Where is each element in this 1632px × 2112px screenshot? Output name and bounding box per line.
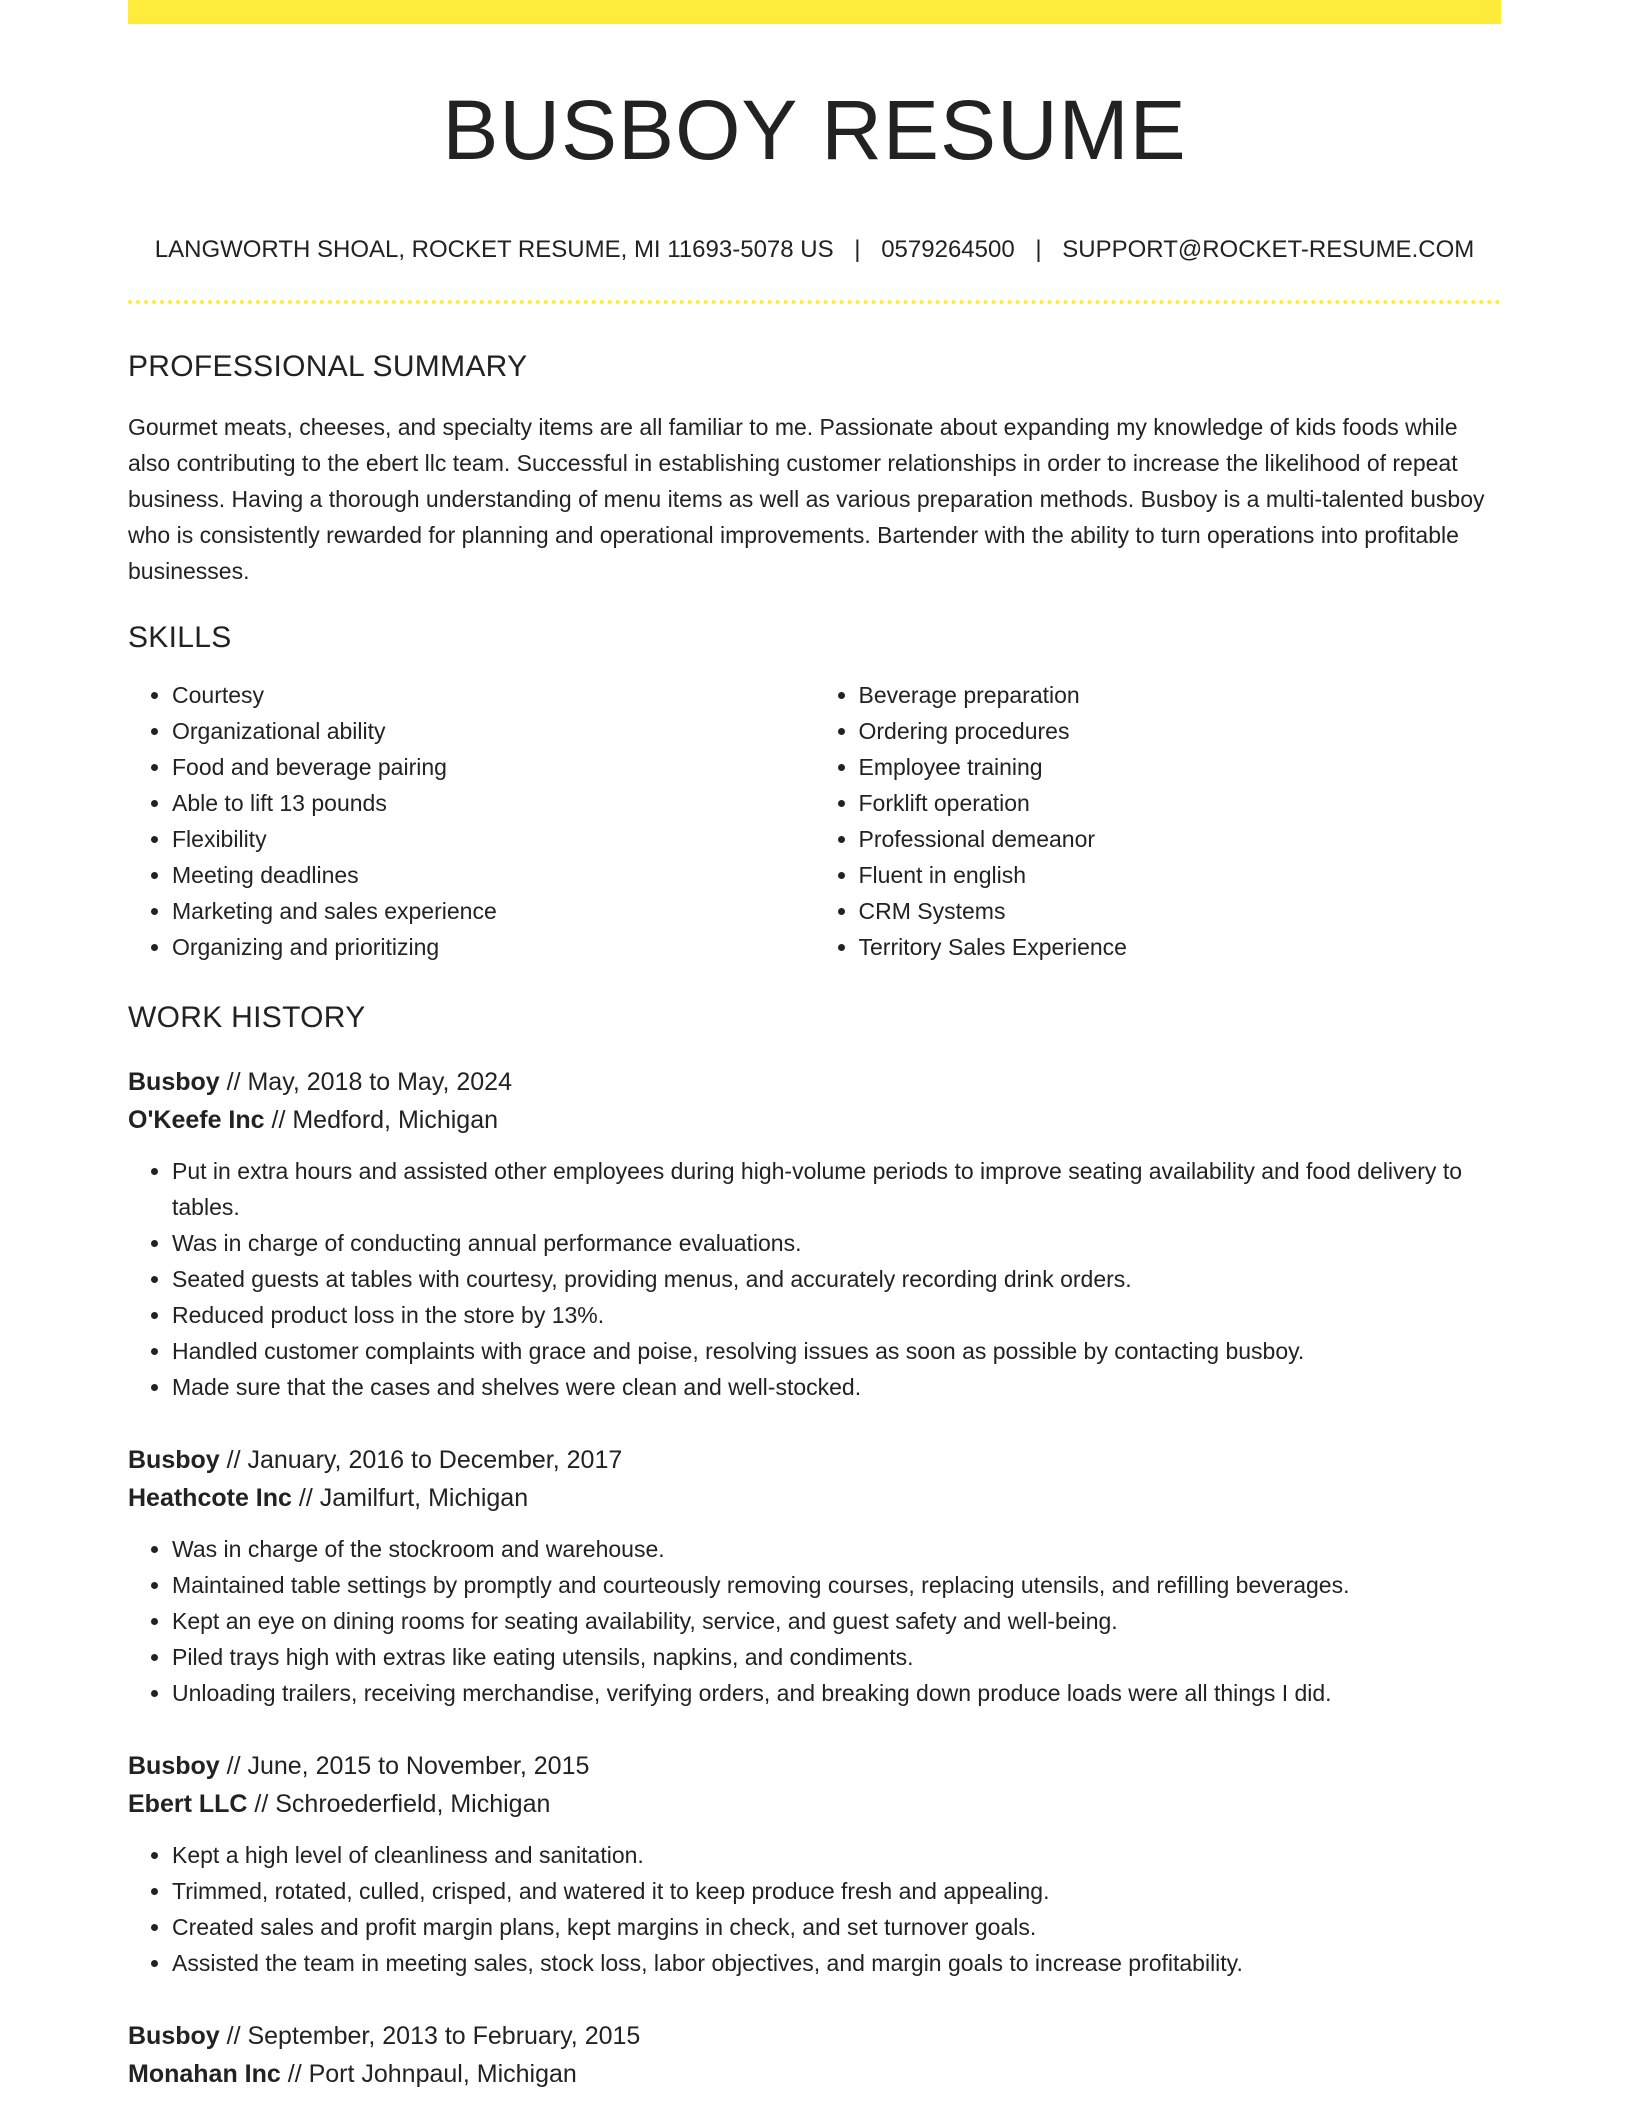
skills-column-right — [815, 677, 1502, 965]
skill-item: • Meeting deadlines — [172, 857, 815, 893]
skill-item: • Beverage preparation — [859, 677, 1502, 713]
job-role: Busboy — [128, 1068, 220, 1096]
skill-item: • Organizing and prioritizing — [172, 929, 815, 965]
job-location: // Medford, Michigan — [264, 1106, 498, 1134]
skill-item: • Ordering procedures — [859, 713, 1502, 749]
job-company-line — [128, 2055, 1501, 2093]
summary-text: Gourmet meats, cheeses, and specialty items are all familiar to me. Passionate about expanding my knowledge of kids foods while also contributing to the ebert llc team. Successful in establishing customer relationships in order to increase the likelihood of repeat business. Having a thorough understanding of menu items as well as various preparation methods. Busboy is a multi-talented busboy who is consistently rewarded for planning and operational improvements. Bartender with the ability to turn operations into profitable businesses. — [128, 414, 1485, 584]
job-entry — [128, 1441, 1501, 1711]
job-role: Busboy — [128, 1446, 220, 1474]
work-history-heading: WORK HISTORY — [128, 1001, 366, 1034]
job-duty-item: • Made sure that the cases and shelves were clean and well-stocked. — [172, 1369, 1501, 1405]
job-entry — [128, 2017, 1501, 2093]
skill-item: • Flexibility — [172, 821, 815, 857]
skill-item: • Marketing and sales experience — [172, 893, 815, 929]
job-duty-item: • Piled trays high with extras like eating utensils, napkins, and condiments. — [172, 1639, 1501, 1675]
job-duty-item: • Created sales and profit margin plans, kept margins in check, and set turnover goals. — [172, 1909, 1501, 1945]
contact-line — [128, 238, 1501, 262]
skill-item: • Employee training — [859, 749, 1502, 785]
job-duty-item: • Assisted the team in meeting sales, stock loss, labor objectives, and margin goals to increase profitability. — [172, 1945, 1501, 1981]
job-role-line — [128, 2017, 1501, 2055]
job-company-line — [128, 1785, 1501, 1823]
job-role: Busboy — [128, 2022, 220, 2050]
job-duty-item: • Seated guests at tables with courtesy, providing menus, and accurately recording drink orders. — [172, 1261, 1501, 1297]
job-dates: // June, 2015 to November, 2015 — [219, 1752, 590, 1780]
skills-column-left — [128, 677, 815, 965]
skills-heading: SKILLS — [128, 621, 232, 654]
job-duties-list — [128, 1153, 1501, 1405]
job-company: Heathcote Inc — [128, 1484, 292, 1512]
job-duty-item: • Was in charge of the stockroom and warehouse. — [172, 1531, 1501, 1567]
job-role-line — [128, 1063, 1501, 1101]
job-role-line — [128, 1441, 1501, 1479]
job-entry — [128, 1063, 1501, 1405]
job-company: Monahan Inc — [128, 2060, 281, 2088]
job-duty-item: • Kept an eye on dining rooms for seating availability, service, and guest safety and well-being. — [172, 1603, 1501, 1639]
skill-item: • CRM Systems — [859, 893, 1502, 929]
contact-address: LANGWORTH SHOAL, ROCKET RESUME, MI 11693-5078 US — [154, 236, 834, 263]
job-dates: // September, 2013 to February, 2015 — [219, 2022, 641, 2050]
skill-item: • Fluent in english — [859, 857, 1502, 893]
job-duty-item: • Maintained table settings by promptly and courteously removing courses, replacing utensils, and refilling beverages. — [172, 1567, 1501, 1603]
skills-grid — [128, 677, 1501, 965]
job-company-line — [128, 1101, 1501, 1139]
job-company: O'Keefe Inc — [128, 1106, 265, 1134]
work-history-list — [128, 1063, 1501, 2093]
job-duty-item: • Handled customer complaints with grace and poise, resolving issues as soon as possible by contacting busboy. — [172, 1333, 1501, 1369]
job-dates: // January, 2016 to December, 2017 — [219, 1446, 623, 1474]
skill-item: • Food and beverage pairing — [172, 749, 815, 785]
skill-item: • Courtesy — [172, 677, 815, 713]
job-entry — [128, 1747, 1501, 1981]
job-location: // Jamilfurt, Michigan — [291, 1484, 529, 1512]
job-role: Busboy — [128, 1752, 220, 1780]
job-duties-list — [128, 1837, 1501, 1981]
resume-page — [128, 0, 1501, 2093]
skill-item: • Forklift operation — [859, 785, 1502, 821]
skill-item: • Organizational ability — [172, 713, 815, 749]
job-duties-list — [128, 1531, 1501, 1711]
resume-title: BUSBOY RESUME — [442, 83, 1187, 177]
job-duty-item: • Was in charge of conducting annual performance evaluations. — [172, 1225, 1501, 1261]
job-dates: // May, 2018 to May, 2024 — [219, 1068, 512, 1096]
summary-heading: PROFESSIONAL SUMMARY — [128, 350, 528, 383]
job-duty-item: • Put in extra hours and assisted other employees during high-volume periods to improve seating availability and food delivery to tables. — [172, 1153, 1501, 1225]
job-company-line — [128, 1479, 1501, 1517]
job-location: // Port Johnpaul, Michigan — [280, 2060, 577, 2088]
job-location: // Schroederfield, Michigan — [247, 1790, 551, 1818]
skill-item: • Able to lift 13 pounds — [172, 785, 815, 821]
job-duty-item: • Kept a high level of cleanliness and sanitation. — [172, 1837, 1501, 1873]
job-duty-item: • Reduced product loss in the store by 13%. — [172, 1297, 1501, 1333]
accent-top-bar — [128, 0, 1501, 24]
contact-separator: | — [854, 236, 861, 263]
skill-item: • Territory Sales Experience — [859, 929, 1502, 965]
job-duty-item: • Unloading trailers, receiving merchandise, verifying orders, and breaking down produce loads were all things I did. — [172, 1675, 1501, 1711]
dotted-divider — [128, 300, 1501, 304]
contact-phone: 0579264500 — [881, 236, 1015, 263]
contact-email: SUPPORT@ROCKET-RESUME.COM — [1062, 236, 1475, 263]
contact-separator: | — [1035, 236, 1042, 263]
job-duty-item: • Trimmed, rotated, culled, crisped, and watered it to keep produce fresh and appealing. — [172, 1873, 1501, 1909]
job-company: Ebert LLC — [128, 1790, 248, 1818]
skill-item: • Professional demeanor — [859, 821, 1502, 857]
job-role-line — [128, 1747, 1501, 1785]
